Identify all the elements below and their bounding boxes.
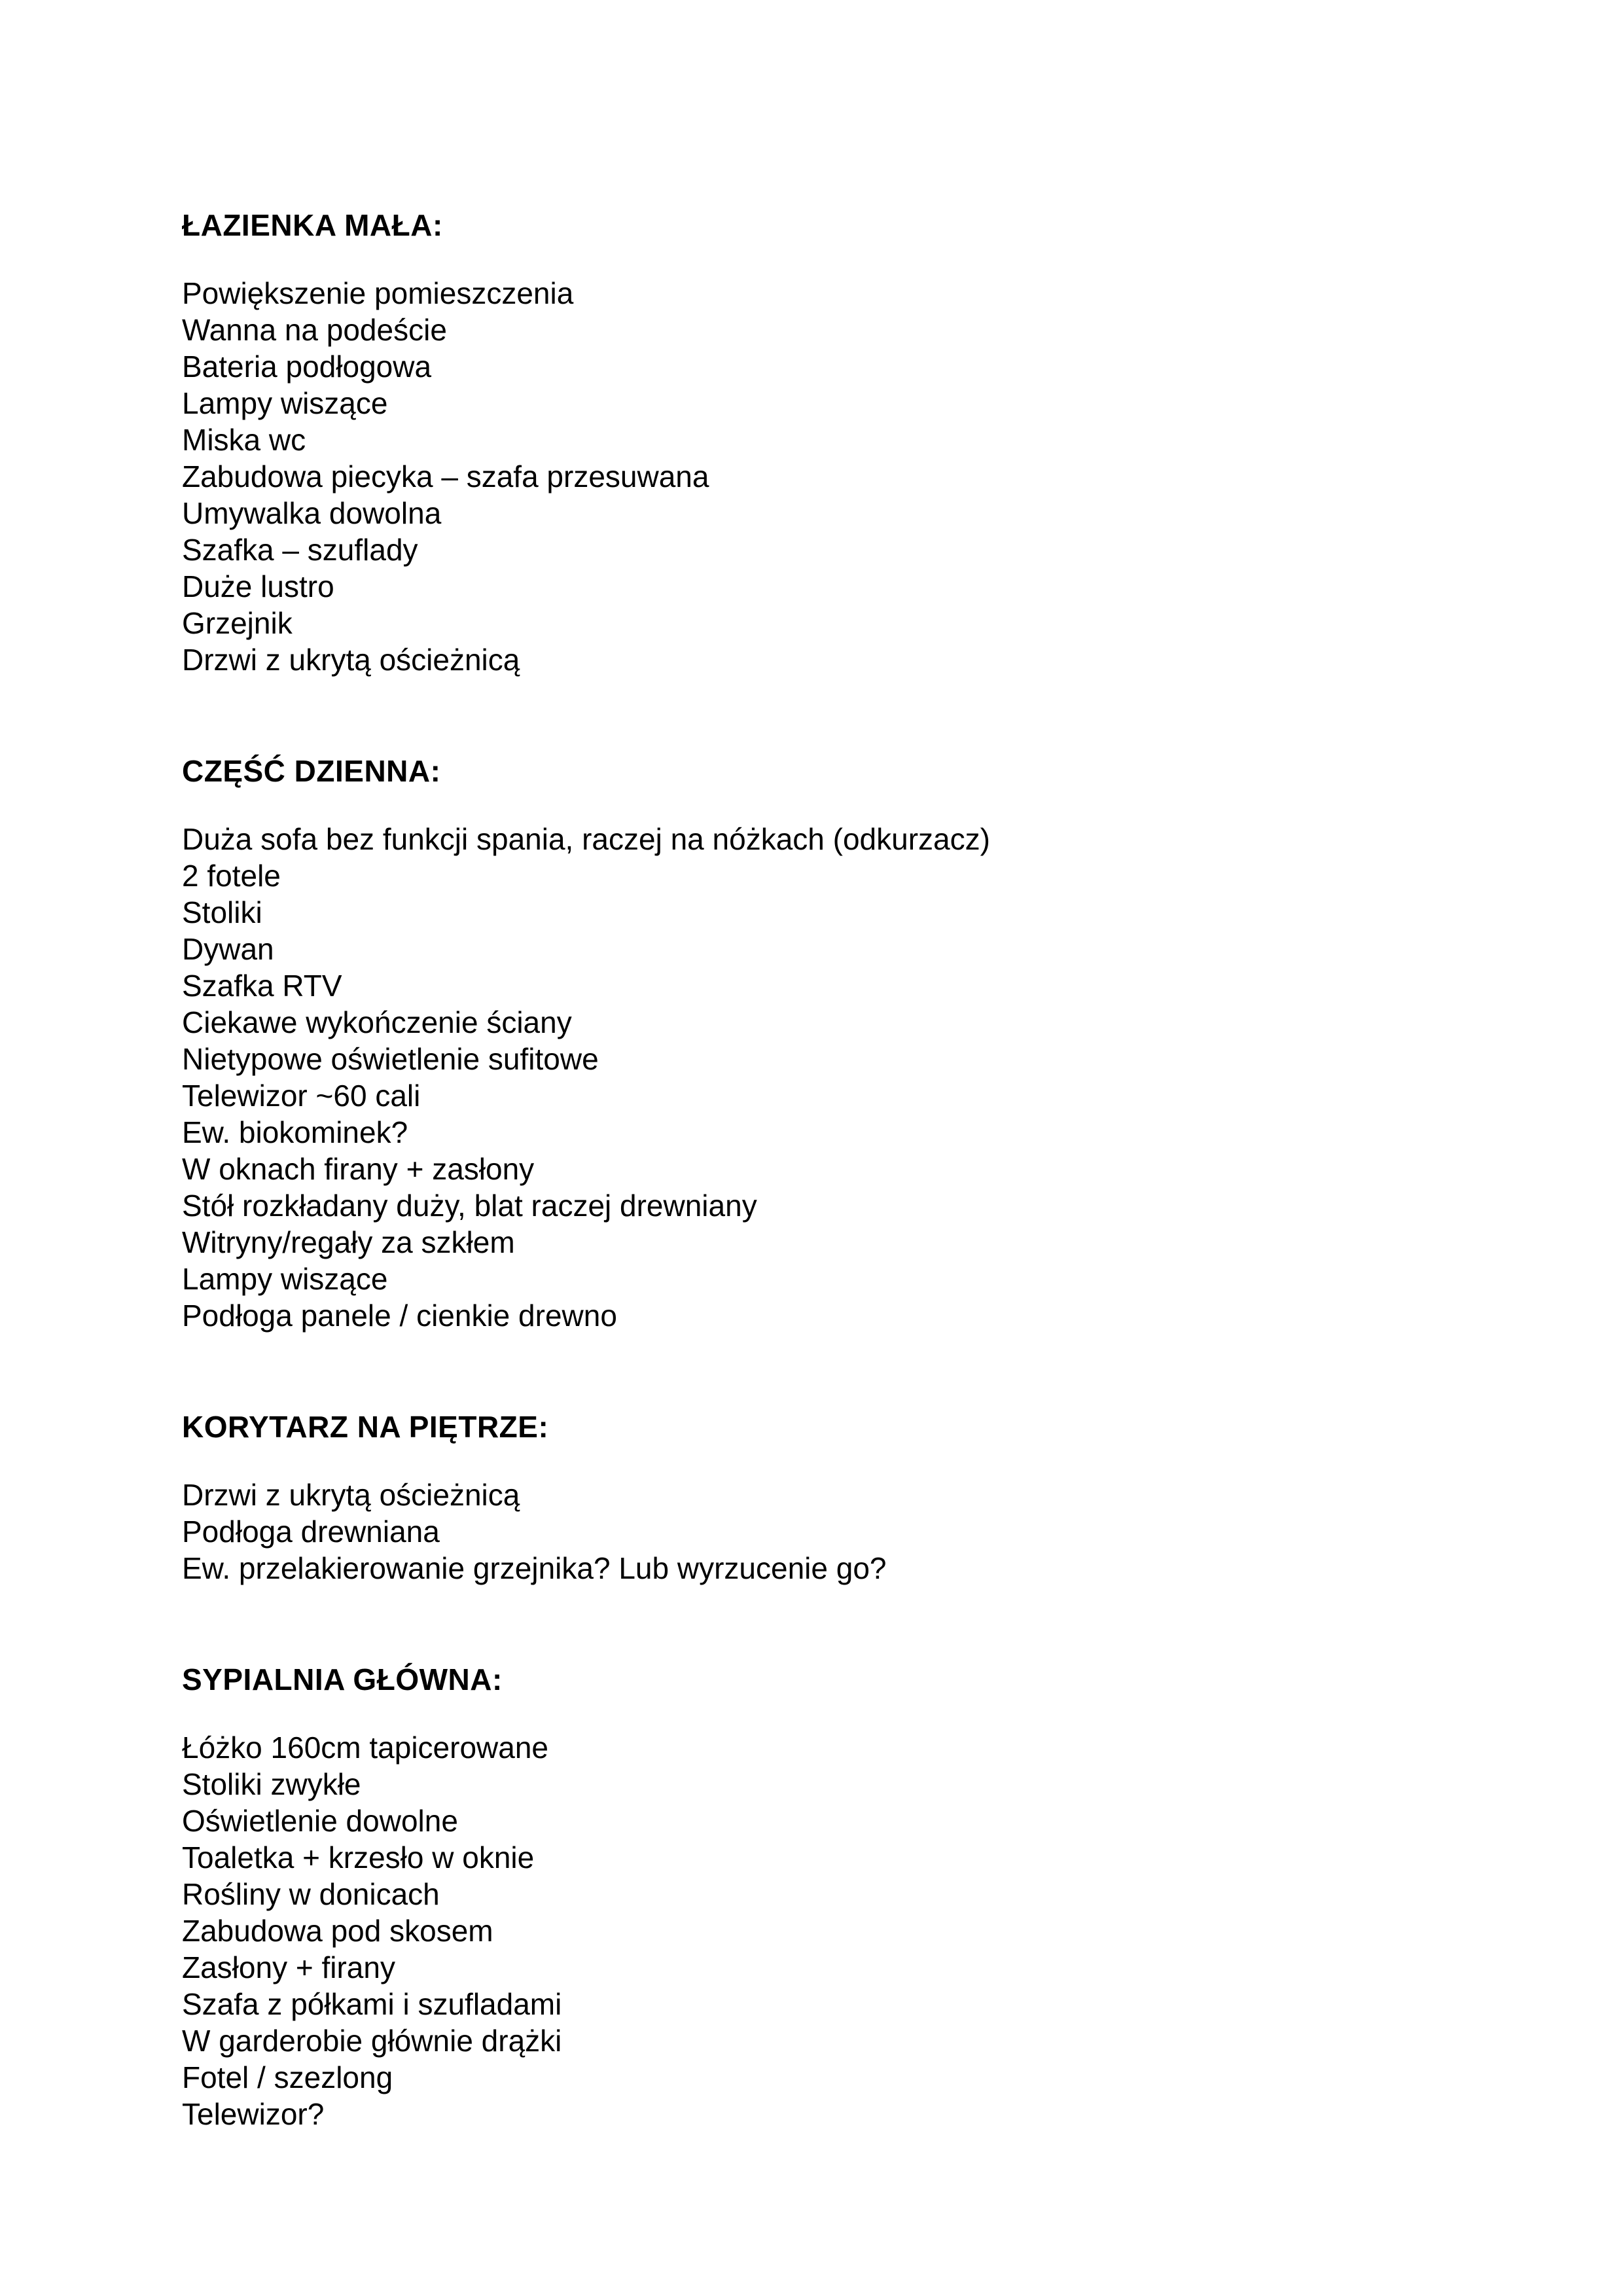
- list-item: Drzwi z ukrytą ościeżnicą: [182, 1478, 520, 1512]
- section-items: [182, 821, 1492, 1334]
- list-item: Zabudowa pod skosem: [182, 1914, 493, 1948]
- list-item: Bateria podłogowa: [182, 350, 432, 384]
- section-items: [182, 275, 1492, 678]
- list-item: Szafa z półkami i szufladami: [182, 1987, 562, 2021]
- list-item: Powiększenie pomieszczenia: [182, 276, 574, 310]
- list-item: Telewizor ~60 cali: [182, 1079, 421, 1113]
- list-item: Zasłony + firany: [182, 1950, 395, 1984]
- list-item: Szafka RTV: [182, 969, 342, 1003]
- section-items: [182, 1477, 1492, 1587]
- list-item: Toaletka + krzesło w oknie: [182, 1840, 535, 1874]
- list-item: Umywalka dowolna: [182, 496, 442, 530]
- list-item: Podłoga panele / cienkie drewno: [182, 1299, 617, 1333]
- list-item: Stoliki zwykłe: [182, 1767, 361, 1801]
- section: [182, 1661, 1492, 2132]
- list-item: Fotel / szezlong: [182, 2060, 393, 2094]
- list-item: Podłoga drewniana: [182, 1515, 440, 1549]
- section: [182, 207, 1492, 678]
- list-item: Ew. przelakierowanie grzejnika? Lub wyrzucenie go?: [182, 1551, 887, 1585]
- list-item: Łóżko 160cm tapicerowane: [182, 1731, 548, 1765]
- list-item: Nietypowe oświetlenie sufitowe: [182, 1042, 599, 1076]
- list-item: Wanna na podeście: [182, 313, 447, 347]
- list-item: Miska wc: [182, 423, 306, 457]
- list-item: Zabudowa piecyka – szafa przesuwana: [182, 459, 709, 493]
- list-item: Stoliki: [182, 895, 262, 929]
- list-item: Drzwi z ukrytą ościeżnicą: [182, 643, 520, 677]
- section: [182, 1408, 1492, 1587]
- list-item: Stół rozkładany duży, blat raczej drewniany: [182, 1189, 757, 1223]
- section-heading: KORYTARZ NA PIĘTRZE:: [182, 1410, 549, 1444]
- list-item: Lampy wiszące: [182, 1262, 388, 1296]
- section-heading: CZĘŚĆ DZIENNA:: [182, 754, 441, 788]
- list-item: W garderobie głównie drążki: [182, 2024, 562, 2058]
- list-item: Duża sofa bez funkcji spania, raczej na nóżkach (odkurzacz): [182, 822, 990, 856]
- section-heading: ŁAZIENKA MAŁA:: [182, 208, 443, 242]
- list-item: W oknach firany + zasłony: [182, 1152, 535, 1186]
- list-item: 2 fotele: [182, 859, 281, 893]
- list-item: Ew. biokominek?: [182, 1115, 408, 1149]
- section: [182, 753, 1492, 1334]
- list-item: Lampy wiszące: [182, 386, 388, 420]
- list-item: Telewizor?: [182, 2097, 325, 2131]
- section-heading: SYPIALNIA GŁÓWNA:: [182, 1662, 503, 1696]
- document-content: [182, 207, 1492, 2132]
- list-item: Szafka – szuflady: [182, 533, 418, 567]
- list-item: Dywan: [182, 932, 274, 966]
- list-item: Duże lustro: [182, 569, 334, 603]
- list-item: Rośliny w donicach: [182, 1877, 440, 1911]
- list-item: Grzejnik: [182, 606, 293, 640]
- section-items: [182, 1729, 1492, 2132]
- list-item: Witryny/regały za szkłem: [182, 1225, 515, 1259]
- list-item: Oświetlenie dowolne: [182, 1804, 458, 1838]
- list-item: Ciekawe wykończenie ściany: [182, 1005, 572, 1039]
